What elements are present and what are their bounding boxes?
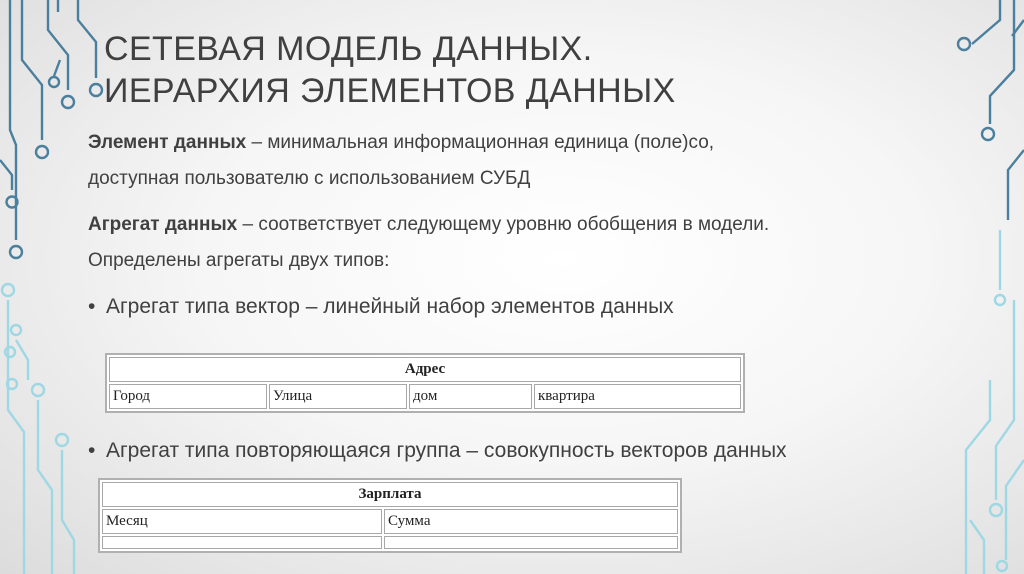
term-data-aggregate: Агрегат данных	[88, 214, 238, 235]
title-line-2: ИЕРАРХИЯ ЭЛЕМЕНТОВ ДАННЫХ	[104, 72, 676, 110]
paragraph-data-aggregate	[88, 207, 968, 279]
address-column-street: Улица	[269, 384, 407, 409]
paragraph-data-element	[88, 125, 968, 197]
bullet-repeating-group	[88, 433, 968, 469]
bullet-vector	[88, 289, 968, 325]
circuit-bottom-left	[2, 284, 74, 574]
circuit-top-left	[0, 0, 102, 258]
title-line-1: СЕТЕВАЯ МОДЕЛЬ ДАННЫХ.	[104, 30, 593, 68]
bullet-group-container	[88, 433, 968, 469]
address-column-house: дом	[409, 384, 532, 409]
bullet-repeating-group-text: Агрегат типа повторяющаяся группа – совокупность векторов данных	[106, 439, 787, 462]
definition-data-element-line2: доступная пользователю с использованием СУБД	[88, 168, 531, 189]
salary-table	[98, 478, 682, 553]
address-table	[105, 353, 745, 413]
address-header-cell: Адрес	[109, 357, 741, 382]
bullet-marker: •	[88, 295, 96, 318]
definition-data-aggregate-line2: Определены агрегаты двух типов:	[88, 250, 390, 271]
salary-empty-cell	[102, 536, 382, 549]
table-header-row	[109, 357, 741, 382]
address-column-city: Город	[109, 384, 267, 409]
definition-data-element-line1: – минимальная информационная единица (поле)со,	[246, 132, 715, 153]
definition-data-aggregate-line1: – соответствует следующему уровню обобщения в модели.	[237, 214, 770, 235]
salary-header-cell: Зарплата	[102, 482, 678, 507]
circuit-bottom-right	[966, 230, 1024, 574]
table-row	[109, 384, 741, 409]
salary-column-month: Месяц	[102, 509, 382, 534]
salary-column-amount: Сумма	[384, 509, 678, 534]
table-row	[102, 509, 678, 534]
slide-title	[104, 28, 884, 112]
address-column-apartment: квартира	[534, 384, 741, 409]
bullet-marker: •	[88, 439, 96, 462]
bullet-vector-text: Агрегат типа вектор – линейный набор элементов данных	[106, 295, 674, 318]
slide-content	[88, 125, 968, 325]
salary-empty-cell	[384, 536, 678, 549]
table-header-row	[102, 482, 678, 507]
table-row	[102, 536, 678, 549]
term-data-element: Элемент данных	[88, 132, 247, 153]
